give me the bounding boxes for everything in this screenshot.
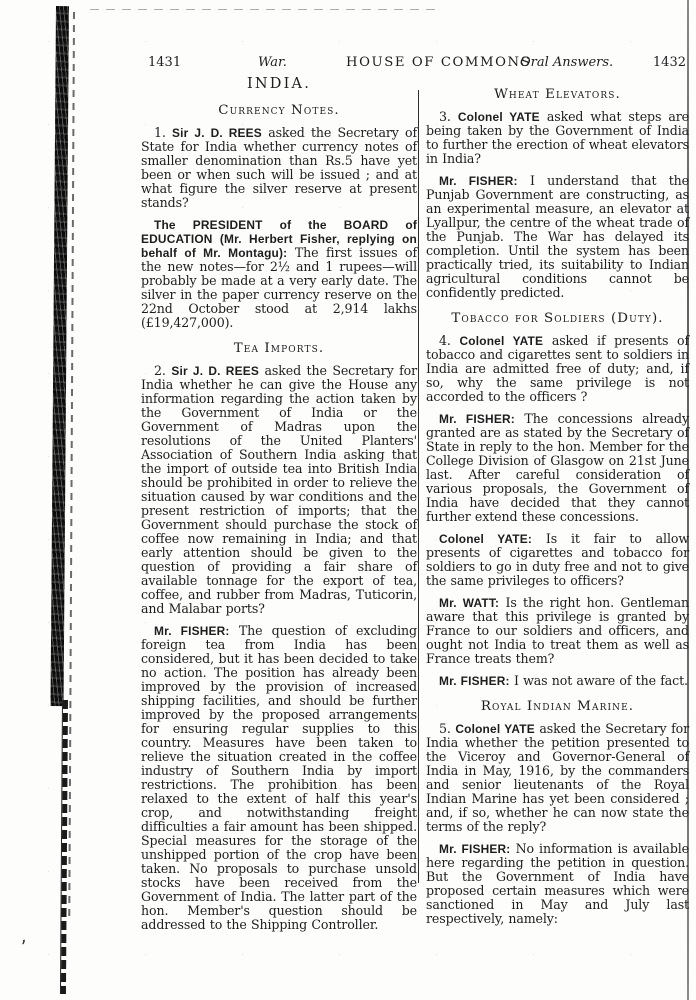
body-text: 3. bbox=[439, 109, 458, 124]
header-center-title: HOUSE OF COMMONS bbox=[346, 55, 532, 70]
body-text: asked the Secretary for India whether the petition presented to the Viceroy and Governor-General of India in May, 1916, by the commanders and senior lieutenants of the Royal Indian Marine has yet been considered ; and, if so, whether he can now state the terms of the reply? bbox=[426, 721, 689, 834]
running-title-left: War. bbox=[258, 55, 287, 70]
speaker-name: Colonel YATE: bbox=[439, 532, 532, 546]
paragraph bbox=[141, 126, 417, 210]
paragraph bbox=[141, 624, 417, 932]
speaker-name: Colonel YATE bbox=[455, 722, 535, 736]
paragraph bbox=[141, 364, 417, 616]
left-column bbox=[141, 76, 417, 932]
top-scan-hairline bbox=[90, 9, 435, 10]
speaker-name: Mr. FISHER: bbox=[439, 674, 510, 688]
body-text: Is it fair to allow presents of cigarettes and tobacco for soldiers to go in duty free and not to give the same privileges to officers? bbox=[426, 531, 689, 588]
body-text: asked what steps are being taken by the Government of India to further the erection of wheat elevators in India? bbox=[426, 109, 689, 166]
body-text: asked the Secretary of State for India whether currency notes of smaller denomination than Rs.5 have yet been or when such will be issued ; and at what figure the silver reserve at present stands? bbox=[141, 125, 417, 210]
body-text: No information is available here regarding the petition in question. But the Government of India have proposed certain measures which were sanctioned in May and July last respectively, namely: bbox=[426, 841, 690, 926]
body-text: I understand that the Punjab Government are constructing, as an experimental measure, an elevator at Lyallpur, the centre of the wheat trade of the Punjab. The War has delayed its completion. Until the system has been practically tried, its suitability to Indian agricultural conditions cannot be confidently predicted. bbox=[426, 173, 689, 300]
body-text: asked if presents of tobacco and cigarettes sent to soldiers in India are admitted free of duty; and, if so, why the same privilege is not accorded to the officers ? bbox=[426, 333, 689, 404]
running-header bbox=[140, 55, 692, 73]
body-text: The question of excluding foreign tea from India has been considered, but it has been decided to take no action. The position has already been improved by the provision of increased shipping facilities, and should be further improved by the proposed arrangements for ensuring regular supplies to this country. Measures have been taken to relieve the situation created in the coffee industry of Southern India by import restrictions. The prohibition has been relaxed to the extent of half this year's crop, and notwithstanding freight difficulties a fair amount has been shipped. Special measures for the storage of the unshipped portion of the crop have been taken. No proposals to purchase unsold stocks have been received from the Government of India. The latter part of the hon. Member's question should be addressed to the Shipping Controller. bbox=[141, 623, 417, 932]
page-number-left: 1431 bbox=[148, 55, 182, 70]
paragraph bbox=[426, 412, 689, 524]
speaker-name: Sir J. D. REES bbox=[171, 364, 259, 378]
speaker-name: The PRESIDENT of the BOARD of EDUCATION (Mr. Herbert Fisher, replying on behalf of Mr. Montagu): bbox=[141, 218, 417, 260]
book-binding-strip bbox=[51, 6, 69, 706]
paragraph bbox=[426, 842, 689, 926]
speaker-name: Sir J. D. REES bbox=[172, 126, 262, 140]
paragraph bbox=[426, 722, 689, 834]
paragraph bbox=[426, 674, 689, 688]
topic-heading: Tea Imports. bbox=[233, 341, 325, 356]
paragraph bbox=[426, 174, 689, 300]
topic-heading: Currency Notes. bbox=[218, 103, 340, 118]
column-divider-rule bbox=[418, 90, 419, 883]
body-text: The first issues of the new notes—for 2½ and 1 rupees—will probably be made at a very early date. The silver in the paper currency reserve on the 22nd October stood at 2,914 lakhs (£19,427,000). bbox=[141, 245, 417, 330]
paragraph bbox=[141, 218, 417, 330]
body-text: asked the Secretary for India whether he can give the House any information regarding the action taken by the Government of India or the Government of Madras upon the resolutions of the United Planters' Association of Southern India asking that the import of outside tea into British India should be prohibited in order to relieve the situation caused by war conditions and the present restriction of imports; that the Government should purchase the stock of coffee now remaining in India; and that early attention should be given to the question of providing a fair share of available tonnage for the export of tea, coffee, and rubber from Madras, Tuticorin, and Malabar ports? bbox=[141, 363, 418, 616]
speaker-name: Mr. WATT: bbox=[439, 596, 500, 610]
section-title: INDIA. bbox=[246, 76, 312, 92]
body-text: Is the right hon. Gentleman aware that this privilege is granted by France to our soldiers and officers, and ought not India to treat them as well as France treats them? bbox=[426, 595, 689, 666]
speaker-name: Mr. FISHER: bbox=[439, 412, 515, 426]
topic-heading: Wheat Elevators. bbox=[494, 87, 621, 102]
running-title-right: Oral Answers. bbox=[520, 55, 614, 70]
speaker-name: Mr. FISHER: bbox=[439, 842, 511, 856]
paragraph bbox=[426, 110, 689, 166]
body-text: 2. bbox=[154, 363, 172, 378]
speaker-name: Colonel YATE bbox=[459, 334, 544, 348]
paragraph bbox=[426, 596, 689, 666]
body-text: I was not aware of the fact. bbox=[509, 673, 688, 688]
speaker-name: Colonel YATE bbox=[457, 110, 540, 124]
ink-mark: , bbox=[18, 930, 28, 947]
speaker-name: Mr. FISHER: bbox=[154, 624, 230, 638]
book-binding-strip-lower bbox=[60, 700, 68, 994]
body-text: 5. bbox=[439, 721, 456, 736]
paragraph bbox=[426, 532, 689, 588]
topic-heading: Tobacco for Soldiers (Duty). bbox=[451, 311, 664, 326]
body-text: 4. bbox=[439, 333, 460, 348]
binding-edge-line bbox=[68, 12, 75, 922]
paragraph bbox=[426, 334, 689, 404]
topic-heading: Royal Indian Marine. bbox=[480, 699, 635, 714]
speaker-name: Mr. FISHER: bbox=[439, 174, 518, 188]
body-text: 1. bbox=[154, 125, 173, 140]
right-column bbox=[426, 76, 689, 926]
page-number-right: 1432 bbox=[652, 55, 686, 70]
body-text: The concessions already granted are as stated by the Secretary of State in reply to the hon. Member for the College Division of Glasgow on 21st June last. After careful consideration of various proposals, the Government of India have decided that they cannot further extend these concessions. bbox=[426, 411, 689, 524]
